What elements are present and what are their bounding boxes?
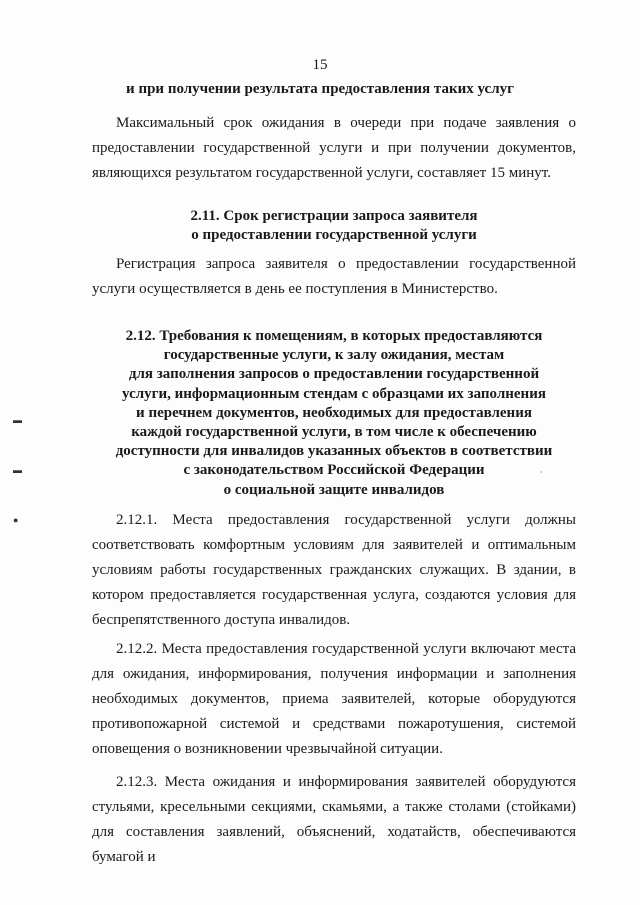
section-2-12-heading-line: государственные услуги, к залу ожидания, местам xyxy=(163,347,505,364)
section-2-11-heading xyxy=(92,207,576,245)
section-2-12-heading-line: 2.12. Требования к помещениям, в которых предоставляются xyxy=(125,328,543,344)
section-2-11-heading-line: о предоставлении государственной услуги xyxy=(191,227,477,243)
section-2-12-heading-line: услуги, информационным стендам с образцами их заполнения xyxy=(122,385,546,402)
paragraph-2-12-3: 2.12.3. Места ожидания и информирования заявителей оборудуются стульями, кресельными секциями, скамьями, а также столами (стойками) для составления заявлений, объяснений, ходатайств, обеспечиваются бумагой и xyxy=(92,774,576,865)
paragraph-2-12-2: 2.12.2. Места предоставления государственной услуги включают места для ожидания, информирования, получения информации и заполнения необходимых документов, приема заявителей, которые оборудуются противопожарной системой и средствами пожаротушения, системой оповещения о возникновении чрезвычайной ситуации. xyxy=(92,641,576,757)
section-2-11-heading-line: 2.11. Срок регистрации запроса заявителя xyxy=(190,208,478,224)
section-2-12-heading-line: о социальной защите инвалидов xyxy=(223,481,445,498)
section-2-12-heading-line: и перечнем документов, необходимых для предоставления xyxy=(136,404,532,421)
paragraph-queue-time: Максимальный срок ожидания в очереди при подаче заявления о предоставлении государственной услуги и при получении документов, являющихся результатом государственной услуги, составляет 15 минут. xyxy=(92,115,576,181)
section-2-12-heading-line: доступности для инвалидов указанных объектов в соответствии xyxy=(115,443,553,460)
section-2-12-heading-line: с законодательством Российской Федерации xyxy=(183,462,485,479)
section-tail-heading: и при получении результата предоставления таких услуг xyxy=(126,81,514,97)
scan-mark-dot: ● xyxy=(13,515,19,525)
scan-mark-dot: ▬ xyxy=(13,465,22,475)
scan-mark-dot: · xyxy=(540,468,543,477)
page-number: 15 xyxy=(312,57,328,73)
section-2-12-heading xyxy=(92,327,576,500)
section-2-12-heading-line: каждой государственной услуги, в том числе к обеспечению xyxy=(131,424,537,441)
scan-mark-dot: ▬ xyxy=(13,415,22,425)
paragraph-2-12-1: 2.12.1. Места предоставления государственной услуги должны соответствовать комфортным условиям для заявителей и оптимальным условиям работы государственных гражданских служащих. В здании, в котором предоставляется государственная услуга, создаются условия для беспрепятственного доступа инвалидов. xyxy=(92,512,576,628)
section-2-11-text: Регистрация запроса заявителя о предоставлении государственной услуги осуществляется в день ее поступления в Министерство. xyxy=(92,256,576,297)
section-2-12-heading-line: для заполнения запросов о предоставлении государственной xyxy=(128,366,540,383)
